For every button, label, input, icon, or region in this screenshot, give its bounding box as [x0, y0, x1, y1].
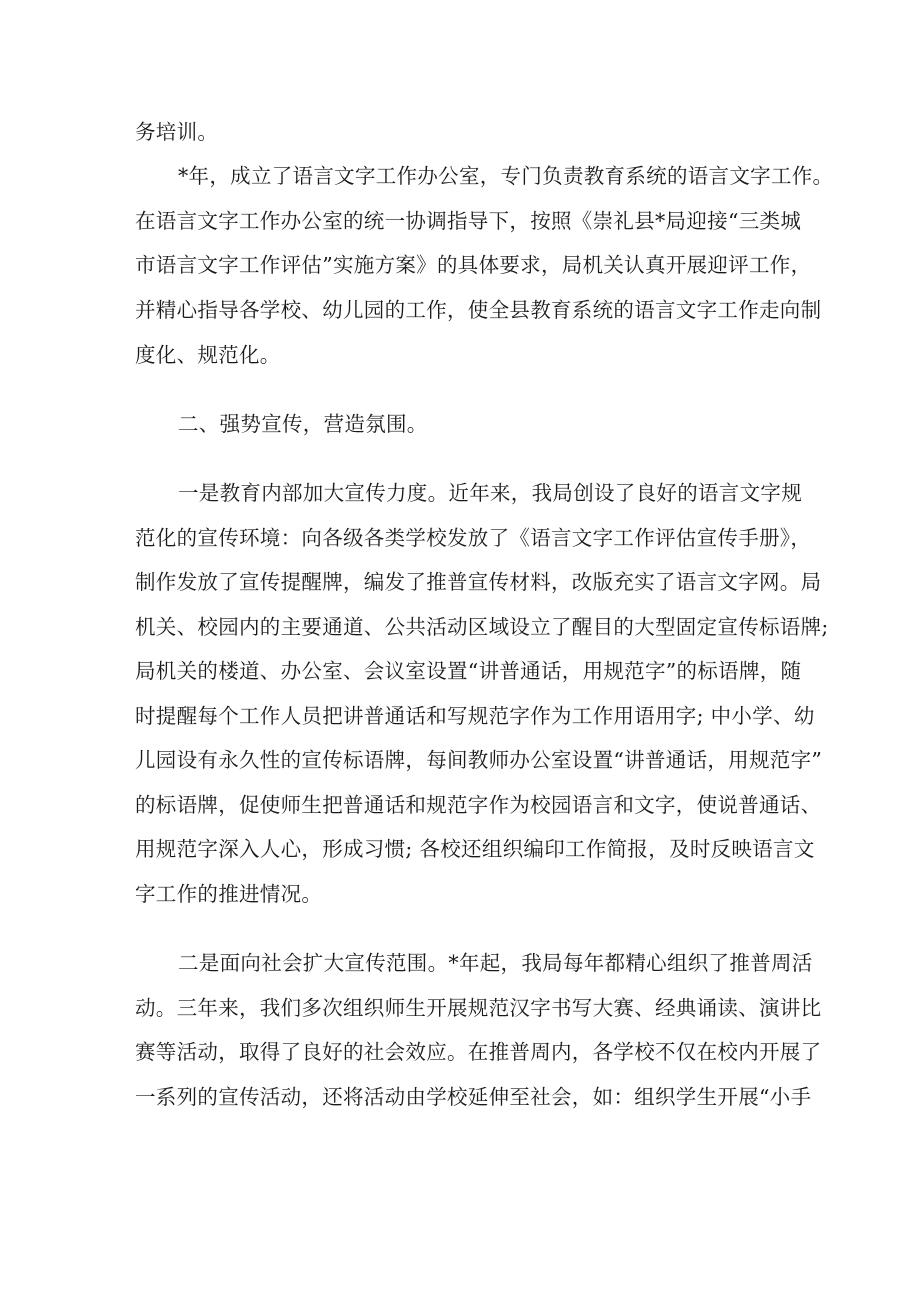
section-heading: 二、强势宣传，营造氛围。: [178, 412, 428, 436]
text-line: 机关、校园内的主要通道、公共活动区域设立了醒目的大型固定宣传标语牌;: [135, 615, 829, 639]
text-line: 一是教育内部加大宣传力度。近年来，我局创设了良好的语言文字规: [178, 481, 802, 505]
text-line: *年，成立了语言文字工作办公室，专门负责教育系统的语言文字工作。: [178, 164, 834, 188]
text-line: 并精心指导各学校、幼儿园的工作，使全县教育系统的语言文字工作走向制: [135, 298, 822, 322]
text-line: 赛等活动，取得了良好的社会效应。在推普周内，各学校不仅在校内开展了: [135, 1040, 822, 1064]
text-line: 用规范字深入人心，形成习惯; 各校还组织编印工作简报，及时反映语言文: [135, 837, 815, 861]
text-line: 制作发放了宣传提醒牌，编发了推普宣传材料，改版充实了语言文字网。局: [135, 570, 822, 594]
text-line: 务培训。: [135, 120, 219, 144]
text-line: 度化、规范化。: [135, 343, 281, 367]
text-line: 市语言文字工作评估”实施方案》的具体要求，局机关认真开展迎评工作，: [135, 253, 812, 277]
text-line: 动。三年来，我们多次组织师生开展规范汉字书写大赛、经典诵读、演讲比: [135, 996, 822, 1020]
text-line: 范化的宣传环境：向各级各类学校发放了《语言文字工作评估宣传手册》，: [135, 526, 812, 550]
text-line: 的标语牌，促使师生把普通话和规范字作为校园语言和文字，使说普通话、: [135, 793, 822, 817]
text-line: 在语言文字工作办公室的统一协调指导下，按照《崇礼县*局迎接“三类城: [135, 209, 802, 233]
text-line: 二是面向社会扩大宣传范围。*年起，我局每年都精心组织了推普周活: [178, 951, 813, 975]
text-line: 时提醒每个工作人员把讲普通话和写规范字作为工作用语用字; 中小学、幼: [135, 704, 815, 728]
text-line: 儿园设有永久性的宣传标语牌，每间教师办公室设置“讲普通话，用规范字”: [135, 748, 823, 772]
text-line: 局机关的楼道、办公室、会议室设置“讲普通话，用规范字”的标语牌，随: [135, 659, 802, 683]
text-line: 一系列的宣传活动，还将活动由学校延伸至社会，如：组织学生开展“小手: [135, 1085, 812, 1109]
text-line: 字工作的推进情况。: [135, 882, 323, 906]
